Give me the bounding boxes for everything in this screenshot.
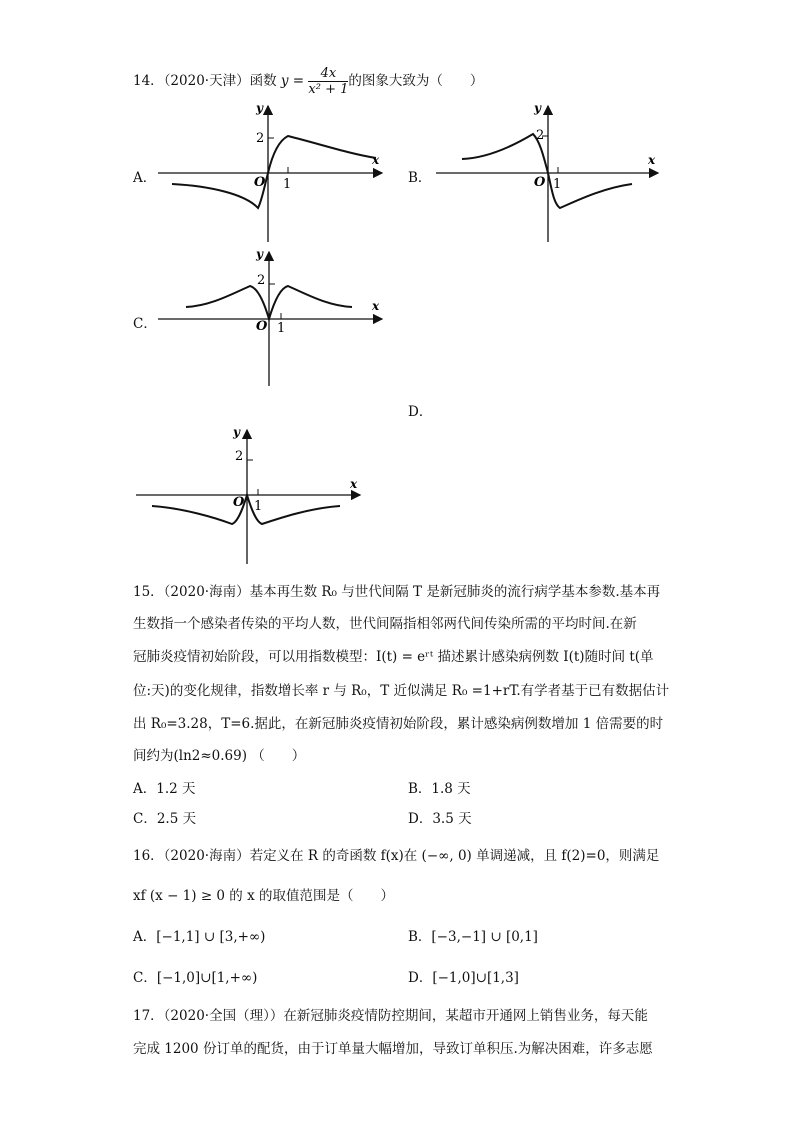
graph-b-y-label: y — [534, 101, 541, 115]
q15-option-c[interactable]: C．2.5 天 — [133, 811, 197, 827]
graph-d-x-label: x — [350, 477, 358, 491]
graph-c-y-label: y — [256, 247, 263, 261]
q14-graph-d — [128, 422, 368, 568]
graph-d-tick-two: 2 — [235, 449, 244, 464]
q16-option-a[interactable]: A．[−1,1] ∪ [3,+∞) — [133, 929, 266, 945]
q14-source: （2020·天津） — [163, 73, 250, 89]
q15-line-3: 冠肺炎疫情初始阶段，可以用指数模型：I(t) = eʳᵗ 描述累计感染病例数 I(t)随时间 t(单 — [133, 649, 654, 665]
graph-d-curve — [152, 495, 340, 524]
q17-line-2: 完成 1200 份订单的配货，由于订单量大幅增加，导致订单积压.为解决困难，许多志愿 — [133, 1041, 653, 1057]
q16-line-1: 16．（2020·海南）若定义在 R 的奇函数 f(x)在 (−∞, 0) 单调递减，且 f(2)=0，则满足 — [133, 848, 660, 864]
q15-line-1: 15．（2020·海南）基本再生数 R₀ 与世代间隔 T 是新冠肺炎的流行病学基本参数.基本再 — [133, 584, 661, 600]
q17-line-1: 17．（2020·全国（理））在新冠肺炎疫情防控期间，某超市开通网上销售业务，每天能 — [133, 1008, 648, 1024]
q14-graph-c — [150, 244, 390, 388]
q14-graph-b — [428, 96, 668, 246]
q14-number: 14． — [133, 73, 164, 89]
q16-option-b[interactable]: B．[−3,−1] ∪ [0,1] — [408, 929, 538, 945]
q14-fraction-numerator: 4x — [308, 66, 348, 82]
q15-line-5: 出 R₀=3.28，T=6.据此，在新冠肺炎疫情初始阶段，累计感染病例数增加 1 倍需要的时 — [133, 716, 664, 732]
graph-b-tick-one: 1 — [553, 177, 562, 192]
graph-c-tick-one: 1 — [277, 321, 286, 336]
q15-line-6: 间约为(ln2≈0.69) （ ） — [133, 748, 306, 764]
q14-stem-prefix: 函数 — [249, 73, 277, 89]
graph-b-tick-two: 2 — [536, 128, 545, 143]
graph-b-x-label: x — [648, 153, 656, 167]
q14-fraction — [308, 66, 348, 97]
q15-option-d[interactable]: D．3.5 天 — [408, 811, 472, 827]
graph-a-y-label: y — [256, 101, 263, 115]
q14-stem-suffix: 的图象大致为（ ） — [348, 73, 484, 89]
graph-a-origin-label: O — [254, 175, 266, 190]
graph-c-x-label: x — [372, 299, 380, 313]
graph-c-tick-two: 2 — [257, 273, 266, 288]
q14-option-b-label: B． — [408, 170, 432, 186]
graph-a-tick-two: 2 — [256, 131, 265, 146]
q15-line-2: 生数指一个感染者传染的平均人数，世代间隔指相邻两代间传染所需的平均时间.在新 — [133, 616, 637, 632]
q15-line-4: 位:天)的变化规律，指数增长率 r 与 R₀，T 近似满足 R₀ =1+rT.有学者基于已有数据估计 — [133, 683, 670, 699]
q16-option-d[interactable]: D．[−1,0]∪[1,3] — [408, 970, 519, 986]
q14-formula-lhs: y = — [280, 73, 305, 89]
graph-d-y-label: y — [233, 425, 240, 439]
q14-option-d-label: D． — [408, 404, 433, 420]
q14-fraction-denominator: x² + 1 — [308, 82, 349, 97]
q14-option-a-label: A． — [133, 170, 157, 186]
graph-b-origin-label: O — [534, 175, 546, 190]
q14-option-c-label: C． — [133, 316, 157, 332]
graph-a-curve — [172, 136, 376, 208]
graph-c-origin-label: O — [256, 319, 268, 334]
graph-a-tick-one: 1 — [283, 177, 292, 192]
q15-option-b[interactable]: B．1.8 天 — [408, 781, 471, 797]
q14-stem — [133, 66, 483, 97]
q16-line-2: xf (x − 1) ≥ 0 的 x 的取值范围是（ ） — [133, 888, 395, 904]
graph-a-x-label: x — [372, 153, 380, 167]
graph-d-tick-one: 1 — [254, 499, 263, 514]
graph-d-origin-label: O — [233, 495, 245, 510]
graph-b-curve — [462, 134, 632, 208]
q14-graph-a — [150, 96, 390, 246]
q16-option-c[interactable]: C．[−1,0]∪[1,+∞) — [133, 970, 258, 986]
q15-option-a[interactable]: A．1.2 天 — [133, 781, 196, 797]
